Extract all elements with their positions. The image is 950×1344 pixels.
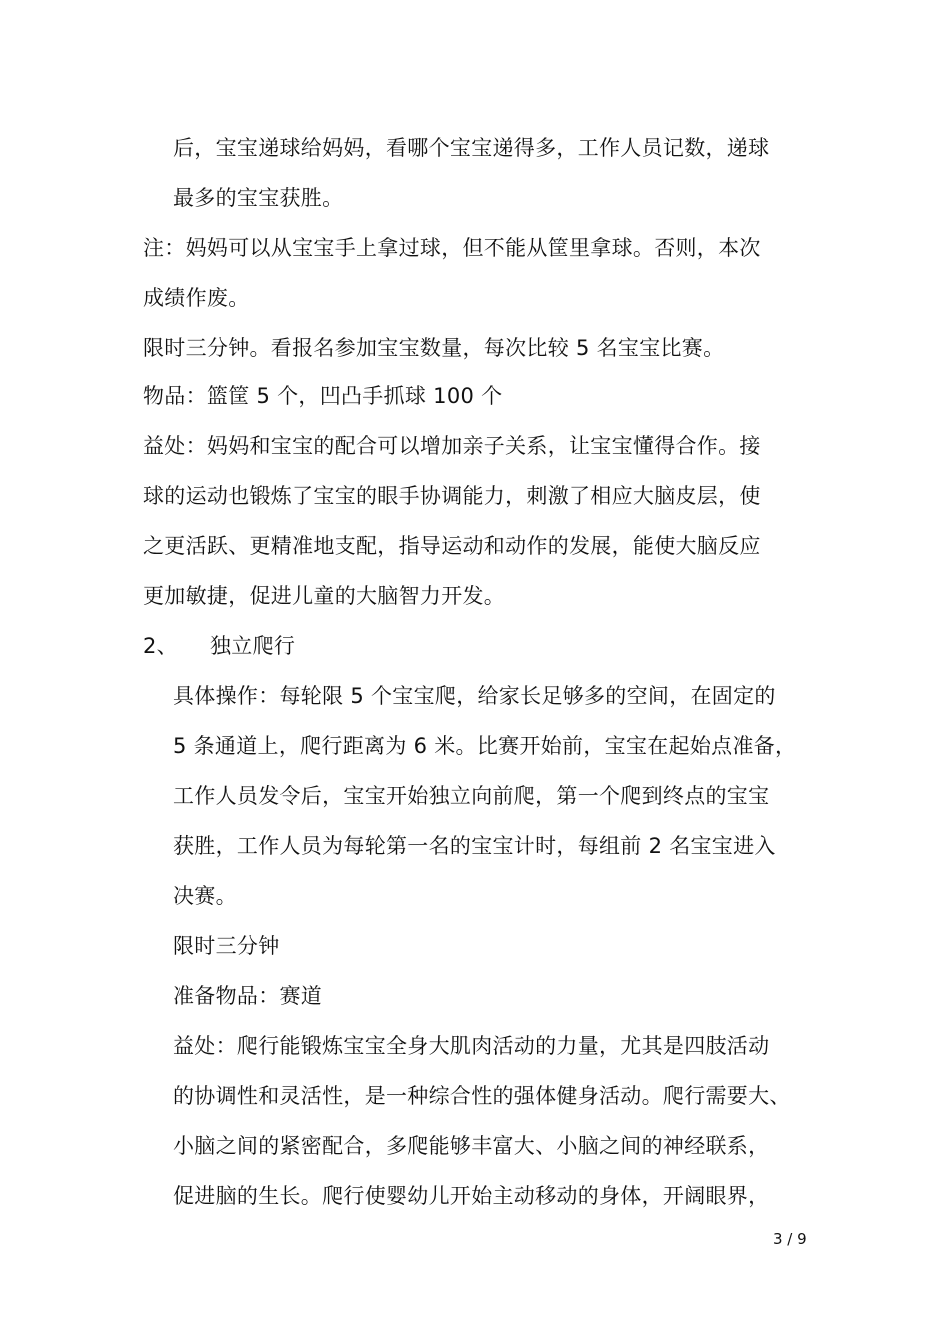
section-text-line: 工作人员发令后，宝宝开始独立向前爬，第一个爬到终点的宝宝 xyxy=(173,784,770,808)
page-number: 3 / 9 xyxy=(773,1230,807,1248)
section-text-line: 限时三分钟 xyxy=(173,934,280,958)
section-text-line: 益处：爬行能锻炼宝宝全身大肌肉活动的力量，尤其是四肢活动 xyxy=(173,1034,770,1058)
text-line: 成绩作废。 xyxy=(143,286,250,310)
section-text-line: 小脑之间的紧密配合，多爬能够丰富大、小脑之间的神经联系， xyxy=(173,1134,770,1158)
text-line: 最多的宝宝获胜。 xyxy=(173,186,344,210)
section-text-line: 决赛。 xyxy=(173,884,237,908)
text-line: 之更活跃、更精准地支配，指导运动和动作的发展，能使大脑反应 xyxy=(143,534,761,558)
section-text-line: 准备物品：赛道 xyxy=(173,984,323,1008)
section-text-line: 5 条通道上，爬行距离为 6 米。比赛开始前，宝宝在起始点准备， xyxy=(173,734,797,758)
text-line: 更加敏捷，促进儿童的大脑智力开发。 xyxy=(143,584,506,608)
text-line: 注：妈妈可以从宝宝手上拿过球，但不能从筐里拿球。否则，本次 xyxy=(143,236,761,260)
text-line: 限时三分钟。看报名参加宝宝数量，每次比较 5 名宝宝比赛。 xyxy=(143,336,725,360)
section-title: 独立爬行 xyxy=(210,634,296,658)
text-line: 后，宝宝递球给妈妈，看哪个宝宝递得多，工作人员记数，递球 xyxy=(173,136,770,160)
text-line: 物品：篮筐 5 个，凹凸手抓球 100 个 xyxy=(143,384,503,408)
text-line: 益处：妈妈和宝宝的配合可以增加亲子关系，让宝宝懂得合作。接 xyxy=(143,434,761,458)
section-text-line: 的协调性和灵活性，是一种综合性的强体健身活动。爬行需要大、 xyxy=(173,1084,791,1108)
text-line: 球的运动也锻炼了宝宝的眼手协调能力，刺激了相应大脑皮层，使 xyxy=(143,484,761,508)
section-text-line: 促进脑的生长。爬行使婴幼儿开始主动移动的身体，开阔眼界， xyxy=(173,1184,770,1208)
section-text-line: 获胜，工作人员为每轮第一名的宝宝计时，每组前 2 名宝宝进入 xyxy=(173,834,776,858)
section-text-line: 具体操作：每轮限 5 个宝宝爬，给家长足够多的空间，在固定的 xyxy=(173,684,776,708)
section-number: 2、 xyxy=(143,634,178,658)
